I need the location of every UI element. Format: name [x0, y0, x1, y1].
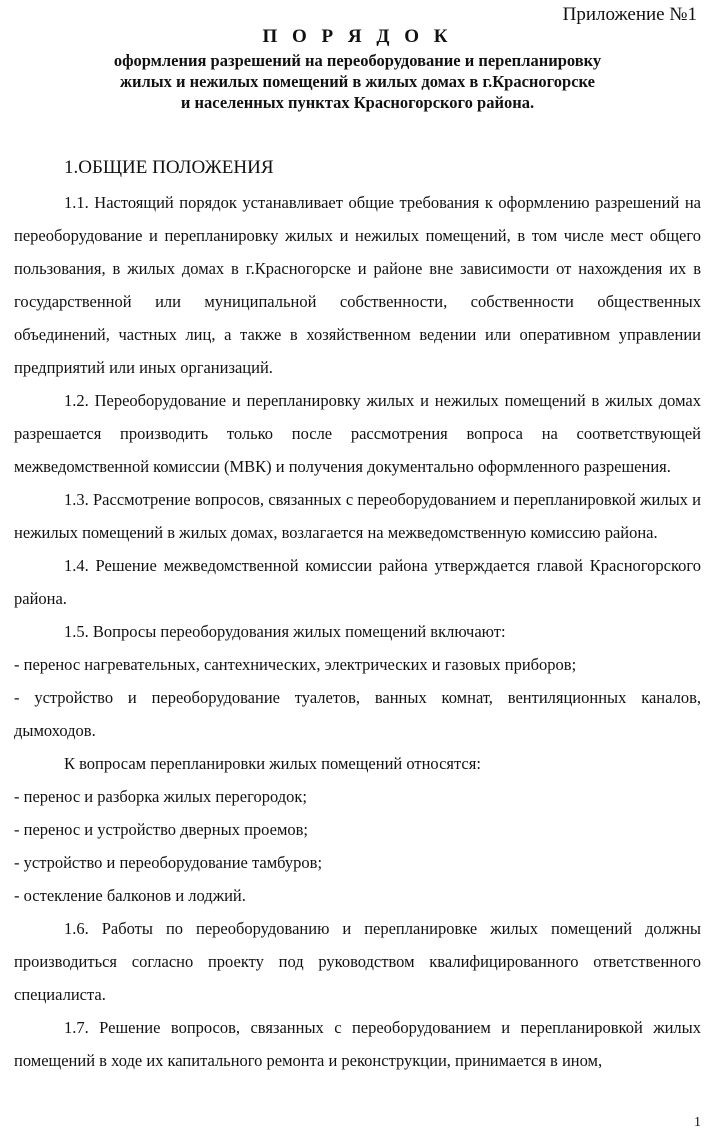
- replanning-intro: К вопросам перепланировки жилых помещений относятся:: [64, 754, 481, 773]
- page-number: 1: [694, 1115, 701, 1130]
- paragraph-1-6: 1.6. Работы по переоборудованию и перепланировке жилых помещений должны производиться согласно проекту под руководством квалифицированного ответственного специалиста.: [14, 919, 701, 1004]
- subtitle-line: жилых и нежилых помещений в жилых домах в г.Красногорске: [120, 72, 595, 91]
- subtitle-line: оформления разрешений на переоборудование и перепланировку: [113, 51, 602, 70]
- list-item: - перенос и устройство дверных проемов;: [14, 820, 309, 839]
- list-item: - остекление балконов и лоджий.: [14, 886, 246, 905]
- document-subtitle: [0, 50, 715, 113]
- document-body: [14, 150, 701, 1077]
- list-item: - перенос и разборка жилых перегородок;: [14, 787, 307, 806]
- list-item: - перенос нагревательных, сантехнических, электрических и газовых приборов;: [14, 655, 577, 674]
- paragraph-1-4: 1.4. Решение межведомственной комиссии района утверждается главой Красногорского района.: [14, 556, 701, 608]
- list-item: - устройство и переоборудование тамбуров;: [14, 853, 323, 872]
- document-title: П О Р Я Д О К: [262, 26, 453, 47]
- paragraph-1-3: 1.3. Рассмотрение вопросов, связанных с переоборудованием и перепланировкой жилых и нежилых помещений в жилых домах, возлагается на межведомственную комиссию района.: [14, 490, 701, 542]
- subtitle-line: и населенных пунктах Красногорского района.: [180, 93, 535, 112]
- section-heading: 1.ОБЩИЕ ПОЛОЖЕНИЯ: [64, 157, 274, 178]
- paragraph-1-7: 1.7. Решение вопросов, связанных с переоборудованием и перепланировкой жилых помещений в ходе их капитального ремонта и реконструкции, принимается в ином,: [14, 1018, 701, 1070]
- paragraph-1-5: 1.5. Вопросы переоборудования жилых помещений включают:: [64, 622, 506, 641]
- list-item: - устройство и переоборудование туалетов, ванных комнат, вентиляционных каналов, дымоходов.: [14, 688, 701, 740]
- appendix-label: Приложение №1: [562, 4, 697, 25]
- paragraph-1-1: 1.1. Настоящий порядок устанавливает общие требования к оформлению разрешений на переоборудование и перепланировку жилых и нежилых помещений, в том числе мест общего пользования, в жилых домах в г.Красногорске и районе вне зависимости от нахождения их в государственной или муниципальной собственности, собственности общественных объединений, частных лиц, а также в хозяйственном ведении или оперативном управлении предприятий или иных организаций.: [14, 193, 701, 377]
- paragraph-1-2: 1.2. Переоборудование и перепланировку жилых и нежилых помещений в жилых домах разрешается производить только после рассмотрения вопроса на соответствующей межведомственной комиссии (МВК) и получения документально оформленного разрешения.: [14, 391, 701, 476]
